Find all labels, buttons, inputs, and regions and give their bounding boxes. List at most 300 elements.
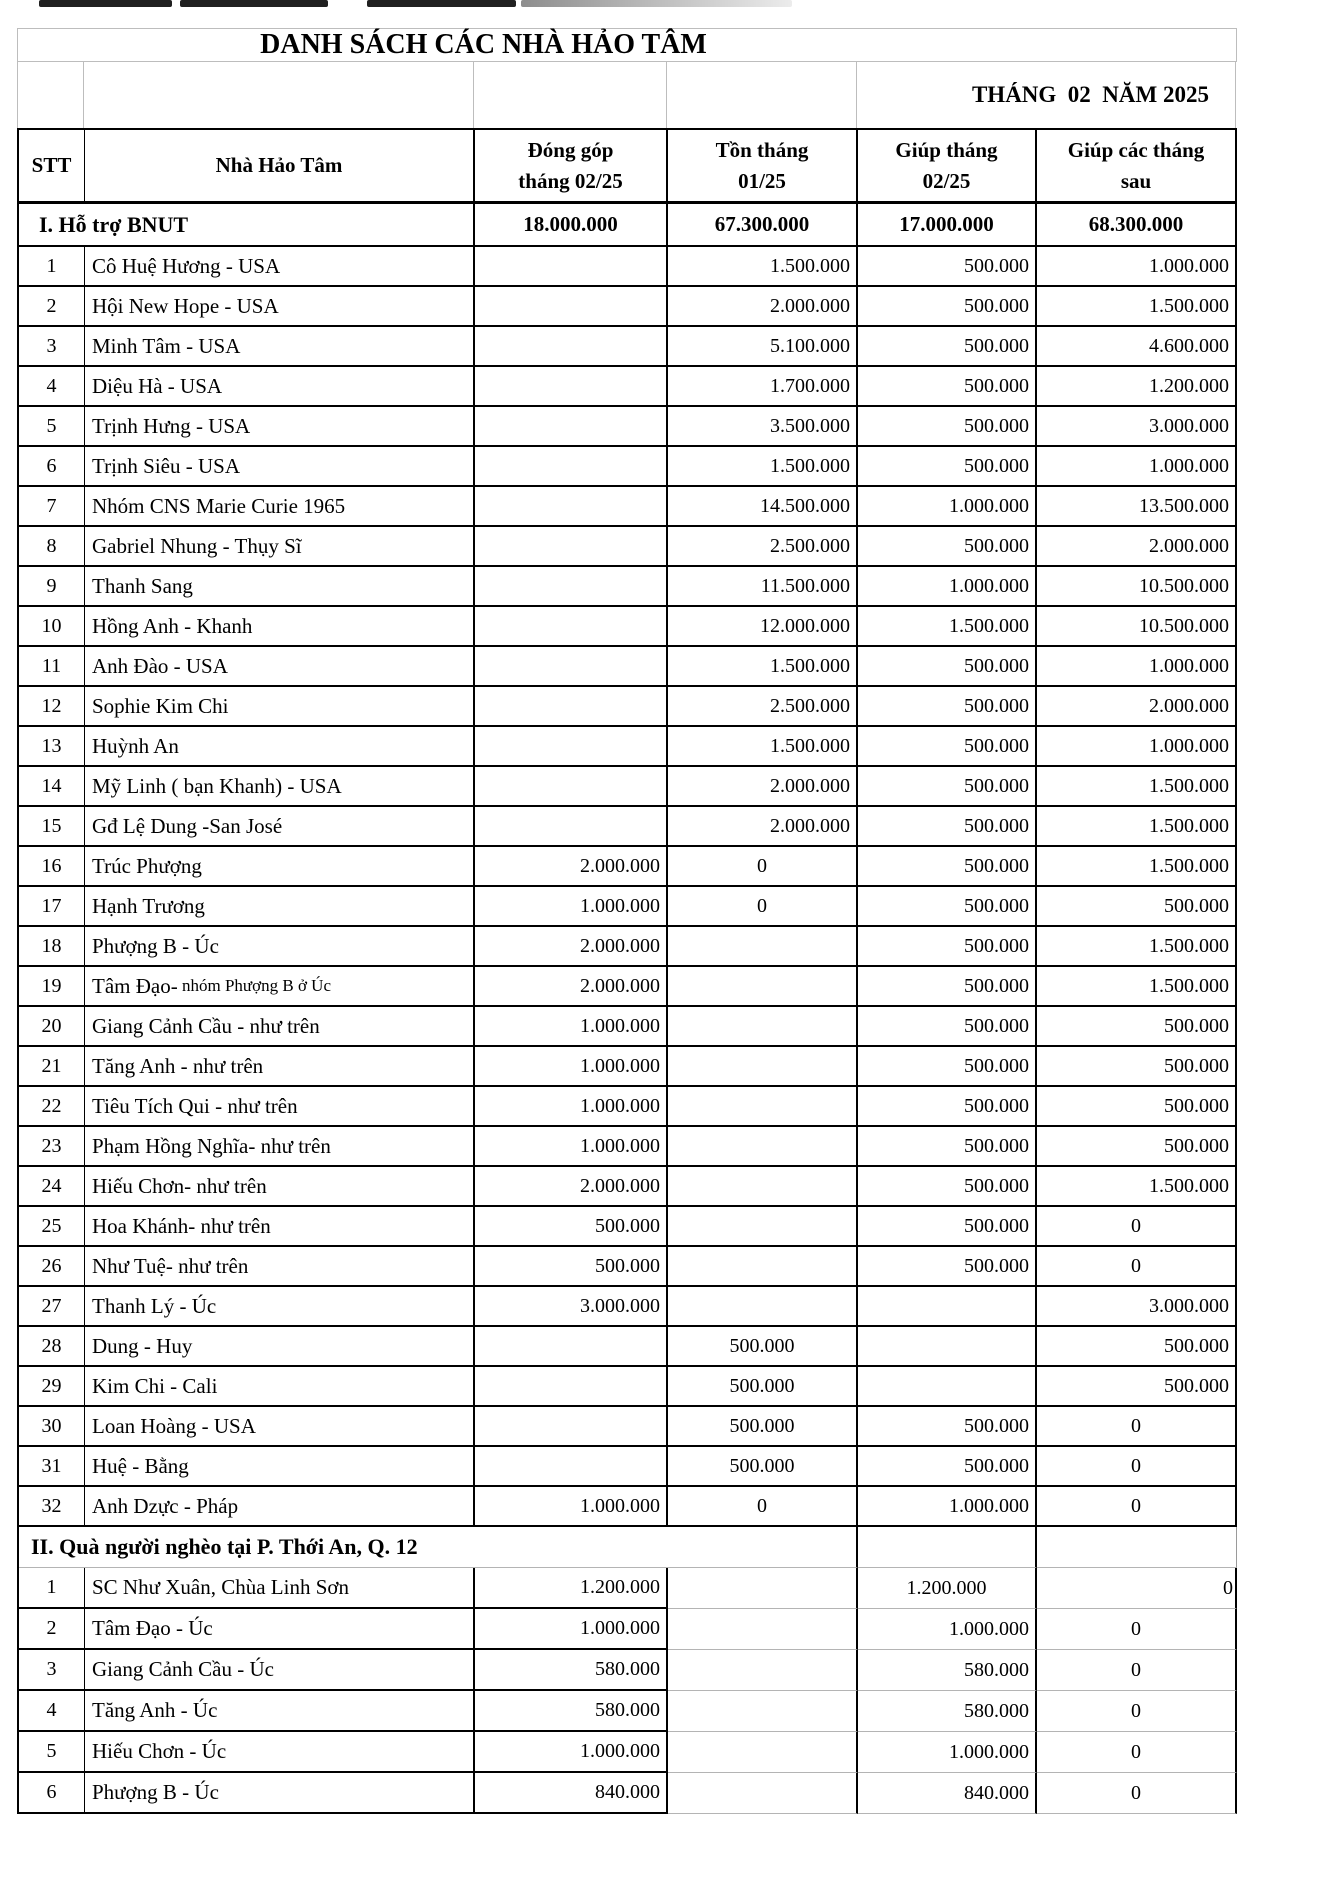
donor-name: Cô Huệ Hương - USA bbox=[92, 253, 281, 278]
donor-name: Phượng B - Úc bbox=[92, 1780, 219, 1804]
cell-donor-name bbox=[85, 1007, 475, 1047]
cell-giup-sau: 3.000.000 bbox=[1037, 1287, 1237, 1327]
cell-donor-name bbox=[85, 1568, 475, 1609]
cell-stt: 29 bbox=[19, 1367, 85, 1407]
col-header-stt: STT bbox=[19, 130, 85, 204]
donor-name: Hạnh Trương bbox=[92, 893, 205, 918]
cell-stt: 21 bbox=[19, 1047, 85, 1087]
cell-ton: 2.500.000 bbox=[668, 687, 858, 727]
cell-dong-gop: 2.000.000 bbox=[475, 1167, 668, 1207]
donor-row bbox=[17, 1447, 1237, 1487]
cell-dong-gop: 500.000 bbox=[475, 1247, 668, 1287]
cell-dong-gop: 2.000.000 bbox=[475, 927, 668, 967]
cell-stt: 24 bbox=[19, 1167, 85, 1207]
cell-giup-thang: 1.500.000 bbox=[858, 607, 1037, 647]
cell-donor-name bbox=[85, 687, 475, 727]
cell-giup-sau: 500.000 bbox=[1037, 887, 1237, 927]
donor-name: Trúc Phượng bbox=[92, 853, 202, 878]
donor-name: Giang Cảnh Cầu - Úc bbox=[92, 1657, 274, 1681]
cell-ton: 1.500.000 bbox=[668, 727, 858, 767]
cell-dong-gop bbox=[475, 727, 668, 767]
cell-giup-thang: 1.000.000 bbox=[858, 1609, 1037, 1650]
cell-dong-gop bbox=[475, 367, 668, 407]
cell-donor-name bbox=[85, 607, 475, 647]
donor-name: Tiêu Tích Qui - như trên bbox=[92, 1093, 298, 1118]
cell-stt: 32 bbox=[19, 1487, 85, 1527]
cell-giup-thang: 500.000 bbox=[858, 1047, 1037, 1087]
cell-giup-thang: 580.000 bbox=[858, 1650, 1037, 1691]
cell-dong-gop bbox=[475, 327, 668, 367]
cell-ton: 1.500.000 bbox=[668, 247, 858, 287]
cell-dong-gop bbox=[475, 767, 668, 807]
cell-giup-sau: 500.000 bbox=[1037, 1047, 1237, 1087]
cell-ton bbox=[668, 1127, 858, 1167]
cell-giup-thang: 500.000 bbox=[858, 967, 1037, 1007]
donor-name: Trịnh Siêu - USA bbox=[92, 453, 241, 478]
donor-row bbox=[17, 887, 1237, 927]
cell-donor-name bbox=[85, 1367, 475, 1407]
donor-name: Mỹ Linh ( bạn Khanh) - USA bbox=[92, 773, 342, 798]
cell-giup-sau: 3.000.000 bbox=[1037, 407, 1237, 447]
cell-ton: 500.000 bbox=[668, 1367, 858, 1407]
cell-giup-sau: 10.500.000 bbox=[1037, 567, 1237, 607]
cell-dong-gop: 1.000.000 bbox=[475, 1127, 668, 1167]
cell-dong-gop: 1.200.000 bbox=[475, 1568, 668, 1609]
section-total-ton: 67.300.000 bbox=[668, 204, 858, 247]
donor-row bbox=[17, 607, 1237, 647]
cell-donor-name bbox=[85, 1087, 475, 1127]
cell-donor-name bbox=[85, 887, 475, 927]
cell-stt: 31 bbox=[19, 1447, 85, 1487]
donor-row bbox=[17, 367, 1237, 407]
cell-dong-gop bbox=[475, 687, 668, 727]
donor-row bbox=[17, 407, 1237, 447]
cell-ton bbox=[668, 927, 858, 967]
section-total-dong-gop: 18.000.000 bbox=[475, 204, 668, 247]
cell-ton: 12.000.000 bbox=[668, 607, 858, 647]
cell-ton bbox=[668, 1247, 858, 1287]
cell-ton: 2.000.000 bbox=[668, 767, 858, 807]
empty-cell bbox=[18, 62, 84, 128]
cell-stt: 28 bbox=[19, 1327, 85, 1367]
cell-giup-sau: 1.000.000 bbox=[1037, 447, 1237, 487]
cell-giup-sau: 0 bbox=[1037, 1609, 1237, 1650]
donor-name: Loan Hoàng - USA bbox=[92, 1413, 256, 1438]
cell-giup-thang: 580.000 bbox=[858, 1691, 1037, 1732]
cell-dong-gop bbox=[475, 247, 668, 287]
cell-stt: 2 bbox=[19, 1609, 85, 1650]
donor-name: Gđ Lệ Dung -San José bbox=[92, 813, 283, 838]
cell-ton bbox=[668, 1732, 858, 1773]
donor-name: Sophie Kim Chi bbox=[92, 693, 229, 718]
donor-row bbox=[17, 727, 1237, 767]
cell-dong-gop: 500.000 bbox=[475, 1207, 668, 1247]
cell-giup-thang: 500.000 bbox=[858, 1167, 1037, 1207]
cell-dong-gop: 1.000.000 bbox=[475, 1087, 668, 1127]
donor-row bbox=[17, 1407, 1237, 1447]
cell-stt: 4 bbox=[19, 1691, 85, 1732]
section-label: I. Hỗ trợ BNUT bbox=[19, 204, 475, 247]
donor-row bbox=[17, 967, 1237, 1007]
donor-name: Phượng B - Úc bbox=[92, 933, 219, 958]
cell-donor-name bbox=[85, 1447, 475, 1487]
donor-row bbox=[17, 567, 1237, 607]
cell-stt: 25 bbox=[19, 1207, 85, 1247]
cell-donor-name bbox=[85, 1207, 475, 1247]
cell-dong-gop bbox=[475, 647, 668, 687]
cell-ton: 0 bbox=[668, 1487, 858, 1527]
section-label: II. Quà người nghèo tại P. Thới An, Q. 12 bbox=[19, 1527, 858, 1568]
cell-dong-gop bbox=[475, 1327, 668, 1367]
donor-name: Hoa Khánh- như trên bbox=[92, 1213, 271, 1238]
col-header-name: Nhà Hảo Tâm bbox=[85, 130, 475, 204]
cell-ton bbox=[668, 1650, 858, 1691]
donor-row bbox=[17, 1087, 1237, 1127]
section-row bbox=[17, 204, 1237, 247]
period-label: THÁNG 02 NĂM 2025 bbox=[857, 62, 1236, 128]
empty-cell bbox=[1037, 1527, 1237, 1568]
donor-row bbox=[17, 1487, 1237, 1527]
cell-stt: 7 bbox=[19, 487, 85, 527]
cell-giup-thang: 500.000 bbox=[858, 287, 1037, 327]
cell-ton: 3.500.000 bbox=[668, 407, 858, 447]
donor-name: SC Như Xuân, Chùa Linh Sơn bbox=[92, 1575, 349, 1599]
donor-name-note: nhóm Phượng B ở Úc bbox=[177, 976, 332, 995]
cell-dong-gop: 580.000 bbox=[475, 1691, 668, 1732]
cell-dong-gop: 2.000.000 bbox=[475, 967, 668, 1007]
donor-name: Thanh Sang bbox=[92, 573, 193, 598]
empty-cell bbox=[474, 62, 667, 128]
cell-giup-sau: 500.000 bbox=[1037, 1367, 1237, 1407]
cell-giup-thang: 500.000 bbox=[858, 767, 1037, 807]
cell-stt: 27 bbox=[19, 1287, 85, 1327]
donor-row bbox=[17, 1773, 1237, 1814]
cell-ton: 0 bbox=[668, 887, 858, 927]
cell-giup-thang: 500.000 bbox=[858, 447, 1037, 487]
cell-dong-gop bbox=[475, 807, 668, 847]
cell-donor-name bbox=[85, 327, 475, 367]
cell-giup-thang: 500.000 bbox=[858, 847, 1037, 887]
cell-giup-sau: 2.000.000 bbox=[1037, 687, 1237, 727]
donor-name: Kim Chi - Cali bbox=[92, 1373, 218, 1398]
cell-giup-sau: 1.200.000 bbox=[1037, 367, 1237, 407]
cell-giup-sau: 1.500.000 bbox=[1037, 967, 1237, 1007]
cell-giup-sau: 0 bbox=[1037, 1207, 1237, 1247]
cell-donor-name bbox=[85, 1691, 475, 1732]
donor-row bbox=[17, 647, 1237, 687]
cell-donor-name bbox=[85, 287, 475, 327]
cell-giup-thang: 500.000 bbox=[858, 527, 1037, 567]
cell-stt: 12 bbox=[19, 687, 85, 727]
cell-donor-name bbox=[85, 487, 475, 527]
donor-name: Trịnh Hưng - USA bbox=[92, 413, 251, 438]
cell-ton: 2.000.000 bbox=[668, 287, 858, 327]
cell-giup-thang bbox=[858, 1287, 1037, 1327]
cell-giup-thang: 500.000 bbox=[858, 247, 1037, 287]
cell-giup-thang bbox=[858, 1327, 1037, 1367]
empty-cell bbox=[84, 62, 474, 128]
cell-donor-name bbox=[85, 1047, 475, 1087]
donor-row bbox=[17, 1007, 1237, 1047]
donor-name: Hiếu Chơn - Úc bbox=[92, 1739, 227, 1763]
cell-ton bbox=[668, 1691, 858, 1732]
cell-ton bbox=[668, 967, 858, 1007]
donor-row bbox=[17, 1167, 1237, 1207]
cell-giup-sau: 1.500.000 bbox=[1037, 767, 1237, 807]
donor-row bbox=[17, 1732, 1237, 1773]
cell-dong-gop: 1.000.000 bbox=[475, 1007, 668, 1047]
cell-giup-sau: 1.000.000 bbox=[1037, 647, 1237, 687]
cell-giup-thang: 500.000 bbox=[858, 927, 1037, 967]
cell-giup-thang: 1.000.000 bbox=[858, 1487, 1037, 1527]
col-header-giup-thang: Giúp tháng 02/25 bbox=[858, 130, 1037, 204]
donor-row bbox=[17, 1327, 1237, 1367]
cell-stt: 5 bbox=[19, 1732, 85, 1773]
cell-giup-sau: 2.000.000 bbox=[1037, 527, 1237, 567]
donor-name: Huỳnh An bbox=[92, 733, 179, 758]
cell-donor-name bbox=[85, 407, 475, 447]
cell-donor-name bbox=[85, 1732, 475, 1773]
cell-giup-sau: 0 bbox=[1037, 1773, 1237, 1814]
cell-stt: 4 bbox=[19, 367, 85, 407]
donor-row bbox=[17, 1047, 1237, 1087]
browser-tab-stub[interactable] bbox=[180, 0, 328, 7]
cell-stt: 6 bbox=[19, 1773, 85, 1814]
cell-giup-sau: 0 bbox=[1037, 1407, 1237, 1447]
cell-stt: 6 bbox=[19, 447, 85, 487]
donor-table bbox=[17, 28, 1237, 1814]
cell-ton bbox=[668, 1047, 858, 1087]
cell-giup-thang: 500.000 bbox=[858, 887, 1037, 927]
cell-giup-thang: 500.000 bbox=[858, 1447, 1037, 1487]
cell-donor-name bbox=[85, 1167, 475, 1207]
section-total-giup-sau: 68.300.000 bbox=[1037, 204, 1237, 247]
donor-name: Gabriel Nhung - Thụy Sĩ bbox=[92, 533, 302, 558]
cell-dong-gop: 1.000.000 bbox=[475, 1487, 668, 1527]
donor-name: Nhóm CNS Marie Curie 1965 bbox=[92, 493, 346, 518]
cell-dong-gop bbox=[475, 527, 668, 567]
donor-name: Phạm Hồng Nghĩa- như trên bbox=[92, 1133, 331, 1158]
cell-stt: 20 bbox=[19, 1007, 85, 1047]
cell-donor-name bbox=[85, 807, 475, 847]
cell-ton: 11.500.000 bbox=[668, 567, 858, 607]
browser-tab-strip bbox=[0, 0, 1319, 10]
cell-giup-sau: 0 bbox=[1037, 1732, 1237, 1773]
cell-giup-sau: 0 bbox=[1037, 1247, 1237, 1287]
period-row bbox=[17, 62, 1237, 128]
donor-name: Diệu Hà - USA bbox=[92, 373, 223, 398]
donor-row bbox=[17, 807, 1237, 847]
cell-stt: 1 bbox=[19, 1568, 85, 1609]
donor-name: Thanh Lý - Úc bbox=[92, 1293, 217, 1318]
cell-ton bbox=[668, 1167, 858, 1207]
cell-giup-sau: 1.500.000 bbox=[1037, 927, 1237, 967]
cell-ton: 500.000 bbox=[668, 1327, 858, 1367]
section-total-giup-thang: 17.000.000 bbox=[858, 204, 1037, 247]
page-title: DANH SÁCH CÁC NHÀ HẢO TÂM bbox=[260, 29, 707, 60]
donor-row bbox=[17, 767, 1237, 807]
donor-name: Tăng Anh - như trên bbox=[92, 1053, 264, 1078]
column-header-row bbox=[17, 128, 1237, 204]
cell-donor-name bbox=[85, 447, 475, 487]
cell-giup-thang: 500.000 bbox=[858, 647, 1037, 687]
browser-tab-stub[interactable] bbox=[39, 0, 172, 7]
cell-giup-thang: 500.000 bbox=[858, 1087, 1037, 1127]
donor-row bbox=[17, 1691, 1237, 1732]
cell-stt: 30 bbox=[19, 1407, 85, 1447]
cell-ton: 2.000.000 bbox=[668, 807, 858, 847]
cell-giup-sau: 1.500.000 bbox=[1037, 847, 1237, 887]
cell-ton: 1.500.000 bbox=[668, 447, 858, 487]
cell-giup-thang: 500.000 bbox=[858, 1127, 1037, 1167]
cell-giup-sau: 0 bbox=[1037, 1650, 1237, 1691]
cell-giup-thang: 1.000.000 bbox=[858, 487, 1037, 527]
cell-donor-name bbox=[85, 247, 475, 287]
cell-giup-thang: 500.000 bbox=[858, 327, 1037, 367]
donor-row bbox=[17, 1367, 1237, 1407]
cell-giup-thang: 500.000 bbox=[858, 807, 1037, 847]
cell-giup-thang: 1.000.000 bbox=[858, 1732, 1037, 1773]
cell-stt: 16 bbox=[19, 847, 85, 887]
cell-giup-sau: 0 bbox=[1037, 1487, 1237, 1527]
browser-tab-stub[interactable] bbox=[367, 0, 516, 7]
donor-row bbox=[17, 1650, 1237, 1691]
cell-dong-gop bbox=[475, 447, 668, 487]
cell-giup-thang: 500.000 bbox=[858, 727, 1037, 767]
donor-name: Giang Cảnh Cầu - như trên bbox=[92, 1013, 320, 1038]
cell-giup-sau: 10.500.000 bbox=[1037, 607, 1237, 647]
cell-dong-gop: 1.000.000 bbox=[475, 1609, 668, 1650]
cell-giup-sau: 500.000 bbox=[1037, 1007, 1237, 1047]
cell-dong-gop bbox=[475, 287, 668, 327]
cell-dong-gop: 3.000.000 bbox=[475, 1287, 668, 1327]
cell-donor-name bbox=[85, 1327, 475, 1367]
cell-ton: 500.000 bbox=[668, 1407, 858, 1447]
cell-giup-thang: 500.000 bbox=[858, 1407, 1037, 1447]
cell-stt: 11 bbox=[19, 647, 85, 687]
cell-donor-name bbox=[85, 847, 475, 887]
cell-donor-name bbox=[85, 567, 475, 607]
cell-ton bbox=[668, 1087, 858, 1127]
cell-ton: 1.700.000 bbox=[668, 367, 858, 407]
cell-dong-gop: 1.000.000 bbox=[475, 1047, 668, 1087]
empty-cell bbox=[858, 1527, 1037, 1568]
col-header-ton: Tồn tháng 01/25 bbox=[668, 130, 858, 204]
cell-stt: 14 bbox=[19, 767, 85, 807]
cell-ton: 500.000 bbox=[668, 1447, 858, 1487]
cell-stt: 22 bbox=[19, 1087, 85, 1127]
cell-donor-name bbox=[85, 1287, 475, 1327]
cell-donor-name bbox=[85, 967, 475, 1007]
cell-giup-sau: 0 bbox=[1037, 1447, 1237, 1487]
cell-ton bbox=[668, 1609, 858, 1650]
donor-row bbox=[17, 487, 1237, 527]
donor-name: Hồng Anh - Khanh bbox=[92, 613, 253, 638]
cell-dong-gop bbox=[475, 1407, 668, 1447]
cell-donor-name bbox=[85, 727, 475, 767]
cell-donor-name bbox=[85, 1487, 475, 1527]
empty-cell bbox=[667, 62, 857, 128]
donor-name: Như Tuệ- như trên bbox=[92, 1253, 249, 1278]
browser-tab-stub[interactable] bbox=[521, 0, 792, 7]
cell-ton: 14.500.000 bbox=[668, 487, 858, 527]
donor-row bbox=[17, 927, 1237, 967]
cell-ton: 2.500.000 bbox=[668, 527, 858, 567]
cell-ton: 0 bbox=[668, 847, 858, 887]
cell-giup-thang: 500.000 bbox=[858, 367, 1037, 407]
cell-stt: 1 bbox=[19, 247, 85, 287]
cell-stt: 2 bbox=[19, 287, 85, 327]
cell-dong-gop bbox=[475, 1367, 668, 1407]
cell-stt: 23 bbox=[19, 1127, 85, 1167]
cell-donor-name bbox=[85, 927, 475, 967]
cell-dong-gop bbox=[475, 607, 668, 647]
cell-donor-name bbox=[85, 647, 475, 687]
cell-giup-thang: 500.000 bbox=[858, 1207, 1037, 1247]
cell-donor-name bbox=[85, 1247, 475, 1287]
donor-name: Minh Tâm - USA bbox=[92, 333, 241, 358]
cell-ton bbox=[668, 1568, 858, 1609]
cell-giup-sau: 0 bbox=[1037, 1691, 1237, 1732]
cell-dong-gop bbox=[475, 1447, 668, 1487]
cell-giup-thang bbox=[858, 1367, 1037, 1407]
donor-name: Anh Đào - USA bbox=[92, 653, 228, 678]
cell-giup-thang: 840.000 bbox=[858, 1773, 1037, 1814]
cell-ton: 5.100.000 bbox=[668, 327, 858, 367]
cell-giup-sau: 1.000.000 bbox=[1037, 247, 1237, 287]
cell-ton bbox=[668, 1287, 858, 1327]
cell-dong-gop bbox=[475, 487, 668, 527]
cell-ton bbox=[668, 1773, 858, 1814]
cell-giup-thang: 500.000 bbox=[858, 1247, 1037, 1287]
cell-dong-gop bbox=[475, 407, 668, 447]
cell-giup-thang: 500.000 bbox=[858, 1007, 1037, 1047]
donor-row bbox=[17, 1127, 1237, 1167]
donor-name: Hiếu Chơn- như trên bbox=[92, 1173, 267, 1198]
cell-giup-sau: 500.000 bbox=[1037, 1327, 1237, 1367]
cell-dong-gop: 2.000.000 bbox=[475, 847, 668, 887]
cell-giup-thang: 1.000.000 bbox=[858, 567, 1037, 607]
cell-stt: 26 bbox=[19, 1247, 85, 1287]
cell-ton bbox=[668, 1207, 858, 1247]
cell-giup-sau: 1.500.000 bbox=[1037, 1167, 1237, 1207]
cell-stt: 9 bbox=[19, 567, 85, 607]
donor-name: Dung - Huy bbox=[92, 1333, 193, 1358]
cell-donor-name bbox=[85, 1127, 475, 1167]
cell-donor-name bbox=[85, 1650, 475, 1691]
donor-row bbox=[17, 287, 1237, 327]
cell-giup-sau: 1.500.000 bbox=[1037, 807, 1237, 847]
donor-name: Huệ - Bằng bbox=[92, 1453, 189, 1478]
cell-donor-name bbox=[85, 527, 475, 567]
cell-giup-sau: 1.000.000 bbox=[1037, 727, 1237, 767]
cell-dong-gop: 1.000.000 bbox=[475, 887, 668, 927]
donor-row bbox=[17, 1568, 1237, 1609]
cell-stt: 17 bbox=[19, 887, 85, 927]
cell-ton bbox=[668, 1007, 858, 1047]
donor-row bbox=[17, 1287, 1237, 1327]
cell-dong-gop: 1.000.000 bbox=[475, 1732, 668, 1773]
donor-row bbox=[17, 847, 1237, 887]
page-title-cell bbox=[18, 29, 1234, 61]
donor-name: Tâm Đạo- bbox=[92, 973, 178, 998]
cell-donor-name bbox=[85, 1407, 475, 1447]
cell-stt: 3 bbox=[19, 1650, 85, 1691]
cell-giup-sau: 4.600.000 bbox=[1037, 327, 1237, 367]
donor-name: Hội New Hope - USA bbox=[92, 293, 279, 318]
donor-row bbox=[17, 1609, 1237, 1650]
cell-dong-gop: 840.000 bbox=[475, 1773, 668, 1814]
